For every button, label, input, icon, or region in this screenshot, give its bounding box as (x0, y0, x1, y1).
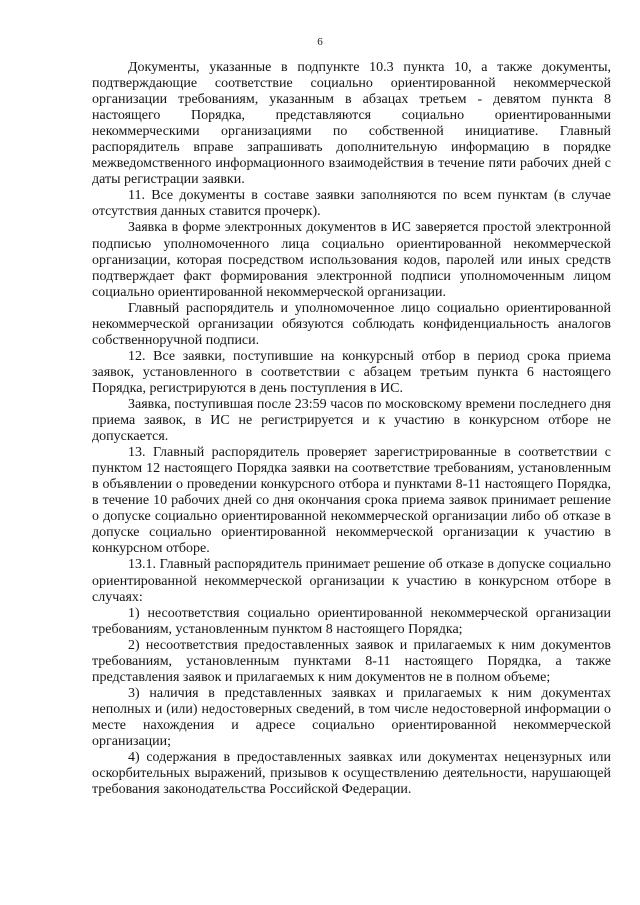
paragraph-12: 12. Все заявки, поступившие на конкурсный отбор в период срока приема заявок, установленного в соответствии с абзацем третьим пункта 6 настоящего Порядка, регистрируются в день поступления в ИС. (92, 348, 611, 396)
list-item-2: 2) несоответствия предоставленных заявок и прилагаемых к ним документов требованиям, установленным пунктами 8-11 настоящего Порядка, а также представления заявок и прилагаемых к ним документов не в полном объеме; (92, 637, 611, 685)
document-body (92, 60, 611, 798)
paragraph-13: 13. Главный распорядитель проверяет зарегистрированные в соответствии с пунктом 12 настоящего Порядка заявки на соответствие требованиям, установленным в объявлении о проведении конкурсного отбора и пунктами 8-11 настоящего Порядка, в течение 10 рабочих дней со дня окончания срока приема заявок принимает решение о допуске социально ориентированной некоммерческой организации либо об отказе в допуске социально ориентированной некоммерческой организации к участию в конкурсном отборе. (92, 445, 611, 557)
list-item-4: 4) содержания в предоставленных заявках или документах нецензурных или оскорбительных выражений, призывов к осуществлению деятельности, нарушающей требования законодательства Российской Федерации. (92, 750, 611, 798)
paragraph-confidentiality: Главный распорядитель и уполномоченное лицо социально ориентированной некоммерческой организации обязуются соблюдать конфиденциальность аналогов собственноручной подписи. (92, 300, 611, 348)
paragraph-11: 11. Все документы в составе заявки заполняются по всем пунктам (в случае отсутствия данных ставится прочерк). (92, 188, 611, 220)
list-item-3: 3) наличия в представленных заявках и прилагаемых к ним документах неполных и (или) недостоверных сведений, в том числе недостоверной информации о месте нахождения и адресе социально ориентированной некоммерческой организации; (92, 685, 611, 749)
paragraph-13-1: 13.1. Главный распорядитель принимает решение об отказе в допуске социально ориентированной некоммерческой организации к участию в конкурсном отборе в случаях: (92, 557, 611, 605)
list-item-1: 1) несоответствия социально ориентированной некоммерческой организации требованиям, установленным пунктом 8 настоящего Порядка; (92, 605, 611, 637)
paragraph-electronic-signature: Заявка в форме электронных документов в ИС заверяется простой электронной подписью уполномоченного лица социально ориентированной некоммерческой организации, которая посредством использования кодов, паролей или иных средств подтверждает факт формирования электронной подписи уполномоченным лицом социально ориентированной некоммерческой организации. (92, 220, 611, 300)
paragraph-late-application: Заявка, поступившая после 23:59 часов по московскому времени последнего дня приема заявок, в ИС не регистрируется и к участию в конкурсном отборе не допускается. (92, 396, 611, 445)
page-number: 6 (317, 36, 323, 48)
paragraph-documents-submission: Документы, указанные в подпункте 10.3 пункта 10, а также документы, подтверждающие соответствие социально ориентированной некоммерческой организации требованиям, указанным в абзацах третьем - девятом пункта 8 настоящего Порядка, представляются социально ориентированными некоммерческими организациями по собственной инициативе. Главный распорядитель вправе запрашивать дополнительную информацию в порядке межведомственного информационного взаимодействия в течение пяти рабочих дней с даты регистрации заявки. (92, 60, 611, 188)
